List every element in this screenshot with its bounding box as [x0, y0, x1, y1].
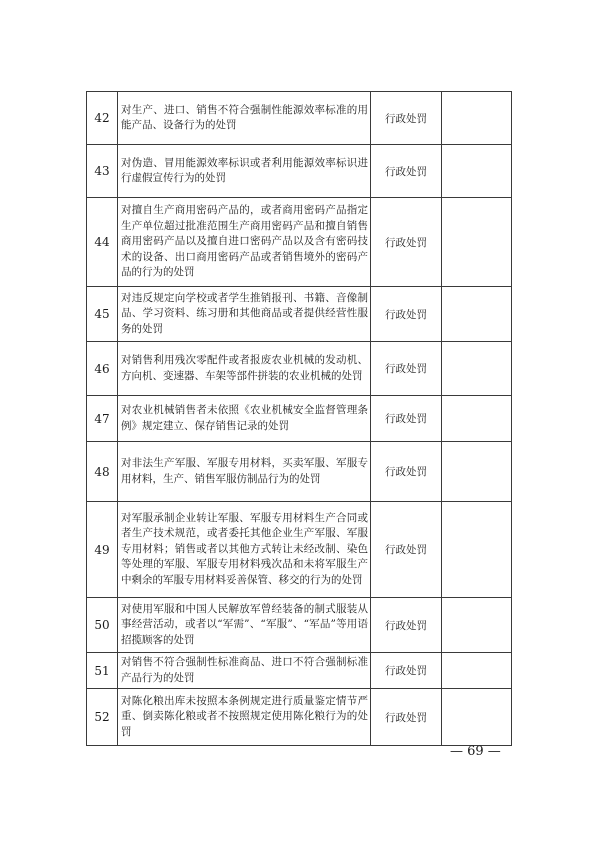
row-item: 对擅自生产商用密码产品的，或者商用密码产品指定生产单位超过批准范围生产商用密码产品和擅自销售商用密码产品以及擅自进口密码产品以及含有密码技术的设备、出口商用密码产品或者销售境外的密码产品的行为的处罚	[118, 198, 371, 287]
row-item: 对陈化粮出库未按照本条例规定进行质量鉴定情节严重、倒卖陈化粮或者不按照规定使用陈化粮行为的处罚	[118, 689, 371, 746]
row-number: 51	[87, 653, 118, 689]
table-row	[87, 502, 512, 598]
row-item: 对违反规定向学校或者学生推销报刊、书籍、音像制品、学习资料、练习册和其他商品或者提供经营性服务的处罚	[118, 287, 371, 342]
page-number: — 69 —	[450, 744, 501, 759]
row-category: 行政处罚	[371, 396, 442, 442]
row-category: 行政处罚	[371, 502, 442, 598]
row-note	[442, 92, 512, 145]
row-note	[442, 287, 512, 342]
regulation-table	[86, 91, 512, 746]
row-number: 45	[87, 287, 118, 342]
row-note	[442, 396, 512, 442]
row-item: 对销售利用残次零配件或者报废农业机械的发动机、方向机、变速器、车架等部件拼装的农业机械的处罚	[118, 342, 371, 396]
row-item: 对使用军服和中国人民解放军曾经装备的制式服装从事经营活动，或者以“军需”、“军服”、“军品”等用语招揽顾客的处罚	[118, 598, 371, 653]
row-number: 49	[87, 502, 118, 598]
row-category: 行政处罚	[371, 653, 442, 689]
row-note	[442, 689, 512, 746]
row-number: 48	[87, 442, 118, 502]
table-row	[87, 287, 512, 342]
row-number: 46	[87, 342, 118, 396]
row-category: 行政处罚	[371, 287, 442, 342]
row-number: 43	[87, 145, 118, 198]
row-note	[442, 442, 512, 502]
row-note	[442, 653, 512, 689]
row-note	[442, 502, 512, 598]
row-number: 47	[87, 396, 118, 442]
table-row	[87, 145, 512, 198]
row-category: 行政处罚	[371, 442, 442, 502]
table-row	[87, 653, 512, 689]
row-item: 对军服承制企业转让军服、军服专用材料生产合同或者生产技术规范，或者委托其他企业生产军服、军服专用材料；销售或者以其他方式转让未经改制、染色等处理的军服、军服专用材料残次品和未将军服生产中剩余的军服专用材料妥善保管、移交的行为的处罚	[118, 502, 371, 598]
row-item: 对非法生产军服、军服专用材料，买卖军服、军服专用材料，生产、销售军服仿制品行为的处罚	[118, 442, 371, 502]
table-row	[87, 198, 512, 287]
row-item: 对生产、进口、销售不符合强制性能源效率标准的用能产品、设备行为的处罚	[118, 92, 371, 145]
table-row	[87, 689, 512, 746]
row-item: 对销售不符合强制性标准商品、进口不符合强制标准产品行为的处罚	[118, 653, 371, 689]
row-note	[442, 598, 512, 653]
table-row	[87, 342, 512, 396]
table-row	[87, 92, 512, 145]
row-number: 50	[87, 598, 118, 653]
row-item: 对伪造、冒用能源效率标识或者利用能源效率标识进行虚假宣传行为的处罚	[118, 145, 371, 198]
table-row	[87, 598, 512, 653]
row-note	[442, 342, 512, 396]
row-category: 行政处罚	[371, 92, 442, 145]
row-category: 行政处罚	[371, 145, 442, 198]
row-number: 52	[87, 689, 118, 746]
row-category: 行政处罚	[371, 198, 442, 287]
row-number: 42	[87, 92, 118, 145]
row-category: 行政处罚	[371, 342, 442, 396]
row-number: 44	[87, 198, 118, 287]
row-note	[442, 145, 512, 198]
row-category: 行政处罚	[371, 689, 442, 746]
table-row	[87, 442, 512, 502]
table-row	[87, 396, 512, 442]
row-category: 行政处罚	[371, 598, 442, 653]
row-item: 对农业机械销售者未依照《农业机械安全监督管理条例》规定建立、保存销售记录的处罚	[118, 396, 371, 442]
row-note	[442, 198, 512, 287]
